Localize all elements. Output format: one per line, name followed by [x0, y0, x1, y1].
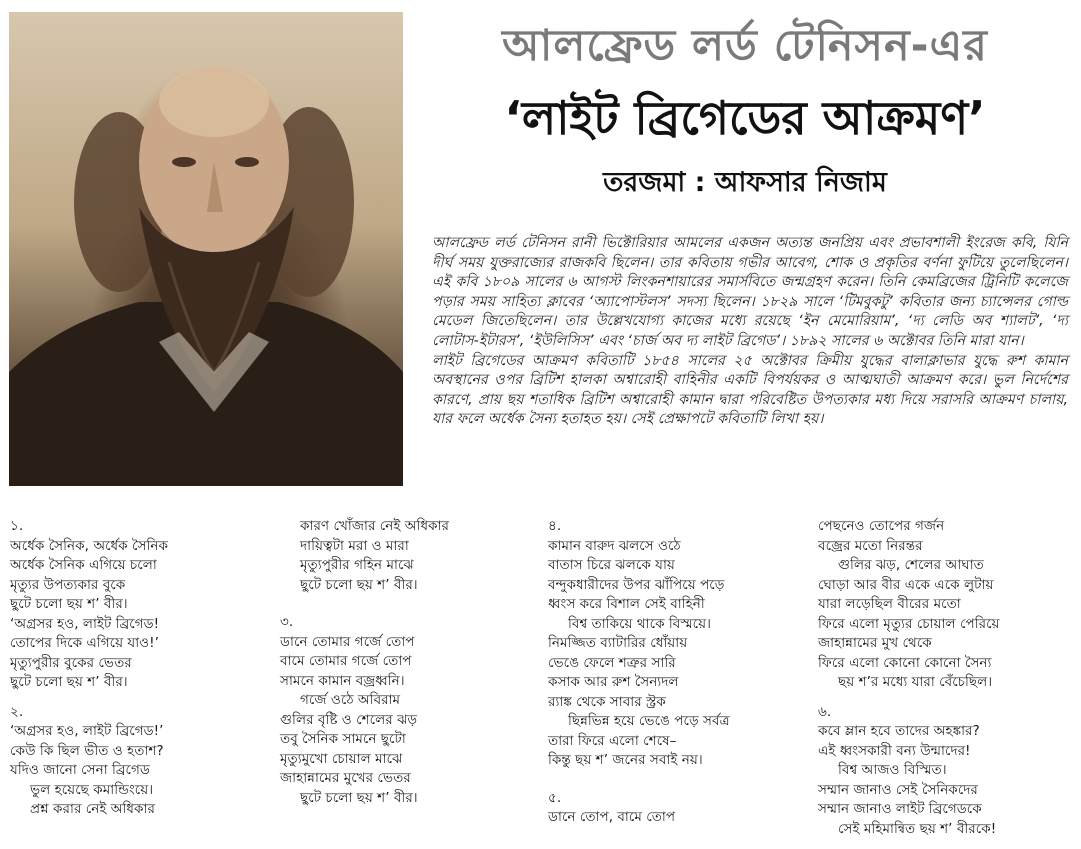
poem-line: মৃত্যুর উপত্যকার বুকে: [10, 576, 126, 593]
poem-line: ছুটে চলো ছয় শ’ বীর।: [10, 674, 128, 690]
stanza-2: [10, 703, 270, 820]
poem-column-4: [818, 517, 1073, 849]
poem-line: ডানে তোমার গর্জে তোপ: [280, 633, 415, 650]
stanza-number: ৪.: [548, 518, 562, 534]
poem-line: কামান বারুদ ঝলসে ওঠে: [548, 537, 681, 554]
poem-line: কারণ খোঁজার নেই অধিকার: [300, 518, 449, 534]
poem-line: কবে ম্লান হবে তাদের অহঙ্কার?: [818, 723, 980, 739]
poem-line: কিন্তু ছয় শ’ জনের সবাই নয়।: [548, 752, 703, 768]
poem-line: ‘অগ্রসর হও, লাইট ব্রিগেড!’: [10, 723, 164, 739]
poem-line: ছুটে চলো ছয় শ’ বীর।: [300, 789, 418, 806]
poem-line: তবু সৈনিক সামনে ছুটো: [280, 731, 406, 747]
poem-line: তারা ফিরে এলো শেষে–: [548, 732, 677, 749]
title-line-1: আলফ্রেড লর্ড টেনিসন-এর: [502, 21, 988, 71]
poem-line: কেউ কি ছিল ভীত ও হতাশ?: [10, 742, 164, 759]
poem-line: ভেঙে ফেলে শত্রুর সারি: [548, 654, 676, 671]
poem-line: সেই মহিমান্বিত ছয় শ’ বীরকে!: [838, 820, 997, 837]
stanza-1: [10, 517, 270, 693]
poem-line: ফিরে এলো কোনো কোনো সৈন্য: [818, 654, 992, 671]
portrait-photo: [9, 12, 403, 486]
poem-line: অর্ধেক সৈনিক এগিয়ে চলো: [10, 557, 157, 573]
poem-line: অর্ধেক সৈনিক, অর্ধেক সৈনিক: [10, 537, 168, 554]
poem-line: ধ্বংস করে বিশাল সেই বাহিনী: [548, 596, 705, 612]
stanza-number: ৩.: [280, 614, 294, 630]
poem-line: বজ্রের মতো নিরন্তর: [818, 537, 923, 554]
poem-line: দায়িত্বটা মরা ও মারা: [300, 537, 409, 554]
poem-line: সম্মান জানাও লাইট ব্রিগেডকে: [818, 801, 982, 817]
stanza-number: ৫.: [548, 789, 562, 806]
poem-line: কসাক আর রুশ সৈন্যদল: [548, 674, 679, 690]
poem-column-2: [280, 517, 535, 818]
poem-line: নিমজ্জিত ব্যাটারির ধোঁয়ায়: [548, 635, 688, 651]
poem-line: প্রশ্ন করার নেই অধিকার: [30, 801, 155, 817]
poem-line: বিশ্ব আজও বিস্মিত।: [838, 762, 947, 778]
poem-line: ছুটে চলো ছয় শ’ বীর।: [10, 596, 128, 612]
poem-column-3: [548, 517, 808, 838]
poem-line: তোপের দিকে এগিয়ে যাও!’: [10, 635, 159, 651]
poem-line: পেছনেও তোপের গর্জন: [818, 518, 945, 534]
poem-line: জাহান্নামের মুখ থেকে: [818, 635, 932, 651]
poem-line: ‘অগ্রসর হও, লাইট ব্রিগেড!: [10, 615, 160, 632]
poem-line: ছিন্নভিন্ন হয়ে ভেঙে পড়ে সর্বত্র: [568, 713, 730, 729]
poem-line: এই ধ্বংসকারী বন্য উন্মাদের!: [818, 742, 971, 759]
poem-line: গুলির ঝড়, শেলের আঘাত: [838, 557, 984, 573]
poem-line: মৃত্যুমুখো চোয়াল মাঝে: [280, 750, 403, 767]
poem-line: ছুটে চলো ছয় শ’ বীর।: [300, 576, 418, 593]
poem-line: বামে তোমার গর্জে তোপ: [280, 653, 412, 669]
title-line-2: ‘লাইট ব্রিগেডের আক্রমণ’: [504, 91, 986, 145]
poem-line: বাতাস চিরে ঝলকে যায়: [548, 557, 675, 573]
stanza-5-continued: [818, 517, 1073, 693]
poem-line: মৃত্যুপুরীর গহিন মাঝে: [300, 557, 414, 573]
poem-line: সম্মান জানাও সেই সৈনিকদের: [818, 781, 978, 798]
intro-text: [432, 234, 1068, 430]
stanza-3: [280, 613, 535, 808]
poem-line: ফিরে এলো মৃত্যুর চোয়াল পেরিয়ে: [818, 615, 1000, 632]
poem-line: যারা লড়েছিল বীরের মতো: [818, 596, 961, 612]
poem-line: ভুল হয়েছে কমান্ডিংয়ে।: [30, 781, 154, 798]
stanza-6: [818, 703, 1073, 840]
intro-paragraph: আলফ্রেড লর্ড টেনিসন রানী ভিক্টোরিয়ার আমলের একজন অত্যন্ত জনপ্রিয় এবং প্রভাবশালী ইংরেজ কবি, যিনি দীর্ঘ সময় যুক্তরাজ্যের রাজকবি ছিলেন। তার কবিতায় গভীর আবেগ, শোক ও প্রকৃতির বর্ণনা ফুটিয়ে তুলেছিলেন। এই কবি ১৮০৯ সালের ৬ আগস্ট লিংকনশায়ারের সমার্সবিতে জন্মগ্রহণ করেন। তিনি কেমব্রিজের ট্রিনিটি কলেজে পড়ার সময় সাহিত্য ক্লাবের ‘অ্যাপোস্টলস’ সদস্য ছিলেন। ১৮২৯ সালে ‘টিমবুকটু’ কবিতার জন্য চ্যান্সেলর গোল্ড মেডেল জিতেছিলেন। তার উল্লেখযোগ্য কাজের মধ্যে রয়েছে ‘ইন মেমোরিয়াম’, ‘দ্য লেডি অব শ্যালট’, ‘দ্য লোটাস-ইটারস’, ‘ইউলিসিস’ এবং ‘চার্জ অব দ্য লাইট ব্রিগেড’। ১৮৯২ সালের ৬ অক্টোবর তিনি মারা যান।: [432, 235, 1069, 349]
poem-line: ছয় শ’র মধ্যে যারা বেঁচেছিল।: [838, 674, 993, 690]
stanza-number: ৬.: [818, 703, 832, 720]
poem-line: জাহান্নামের মুখের ভেতর: [280, 770, 411, 786]
poem-line: র‍্যাঙ্ক থেকে সাবার স্ট্রক: [548, 693, 666, 710]
poem-line: মৃত্যুপুরীর বুকের ভেতর: [10, 654, 132, 671]
stanza-4: [548, 517, 808, 771]
poem-line: যদিও জানো সেনা ব্রিগেড: [10, 762, 150, 778]
poem-column-1: [10, 517, 270, 830]
stanza-5: [548, 789, 808, 828]
poem-line: গুলির বৃষ্টি ও শেলের ঝড়: [280, 711, 418, 728]
stanza-number: ১.: [10, 518, 24, 534]
poem-line: বিশ্ব তাকিয়ে থাকে বিস্ময়ে।: [568, 615, 712, 632]
poem-line: ডানে তোপ, বামে তোপ: [548, 809, 676, 825]
poem-line: সামনে কামান বজ্রধ্বনি।: [280, 672, 405, 689]
stanza-2-continued: [280, 517, 535, 595]
intro-paragraph: লাইট ব্রিগেডের আক্রমণ কবিতাটি ১৮৫৪ সালের ২৫ অক্টোবর ক্রিমীয় যুদ্ধের বালাক্লাভার যুদ্ধে রুশ কামান অবস্থানের ওপর ব্রিটিশ হালকা অশ্বারোহী বাহিনীর একটি বিপর্যয়কর ও আত্মঘাতী আক্রমণ করে। ভুল নির্দেশের কারণে, প্রায় ছয় শতাধিক ব্রিটিশ অশ্বারোহী কামান দ্বারা পরিবেষ্টিত উপত্যকার মধ্য দিয়ে সরাসরি আক্রমণ চালায়, যার ফলে অর্ধেক সৈন্য হতাহত হয়। সেই প্রেক্ষাপটে কবিতাটি লিখা হয়।: [432, 352, 1069, 428]
poem-line: বন্দুকধারীদের উপর ঝাঁপিয়ে পড়ে: [548, 576, 725, 593]
poem-line: গর্জে ওঠে অবিরাম: [300, 692, 401, 708]
translator-credit: তরজমা : আফসার নিজাম: [603, 167, 887, 198]
stanza-number: ২.: [10, 703, 24, 720]
poem-line: ঘোড়া আর বীর একে একে লুটায়: [818, 576, 994, 593]
